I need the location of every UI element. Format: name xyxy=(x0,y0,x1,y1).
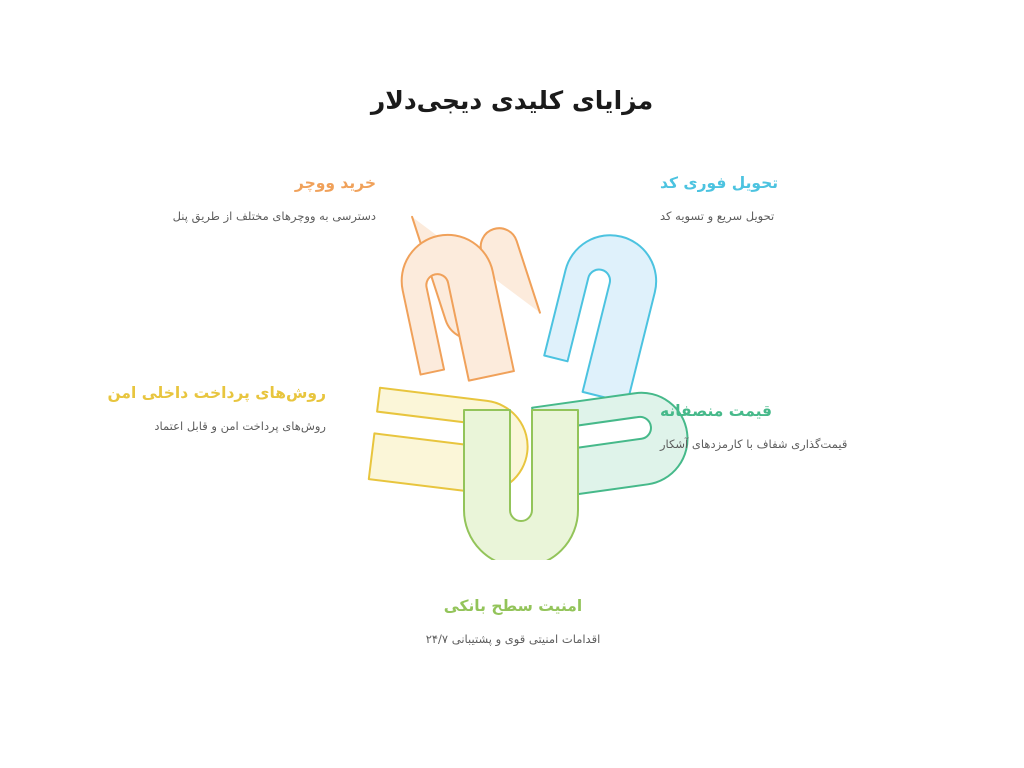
feature-voucher-description: دسترسی به ووچرهای مختلف از طریق پنل xyxy=(172,209,376,224)
feature-security-heading: امنیت سطح بانکی xyxy=(443,597,583,615)
feature-security xyxy=(398,595,628,649)
feature-payment-description: روش‌های پرداخت امن و قابل اعتماد xyxy=(154,419,326,434)
feature-voucher-heading: خرید ووچر xyxy=(294,174,376,192)
feature-security-description: اقدامات امنیتی قوی و پشتیبانی ۲۴/۷ xyxy=(425,632,601,647)
feature-voucher xyxy=(126,172,376,226)
feature-payment xyxy=(86,382,326,436)
feature-payment-heading: روش‌های پرداخت داخلی امن xyxy=(107,384,326,402)
feature-price-heading: قیمت منصفانه xyxy=(660,402,773,420)
feature-delivery-description: تحویل سریع و تسویه کد xyxy=(660,209,775,224)
feature-delivery xyxy=(660,172,900,226)
feature-price xyxy=(660,400,900,454)
feature-delivery-heading: تحویل فوری کد xyxy=(660,174,779,192)
hook-shape-delivery xyxy=(538,225,666,403)
interlocking-hooks-diagram xyxy=(332,170,692,560)
feature-price-description: قیمت‌گذاری شفاف با کارمزدهای آشکار xyxy=(660,437,848,452)
page-title: مزایای کلیدی دیجی‌دلار xyxy=(370,86,654,115)
